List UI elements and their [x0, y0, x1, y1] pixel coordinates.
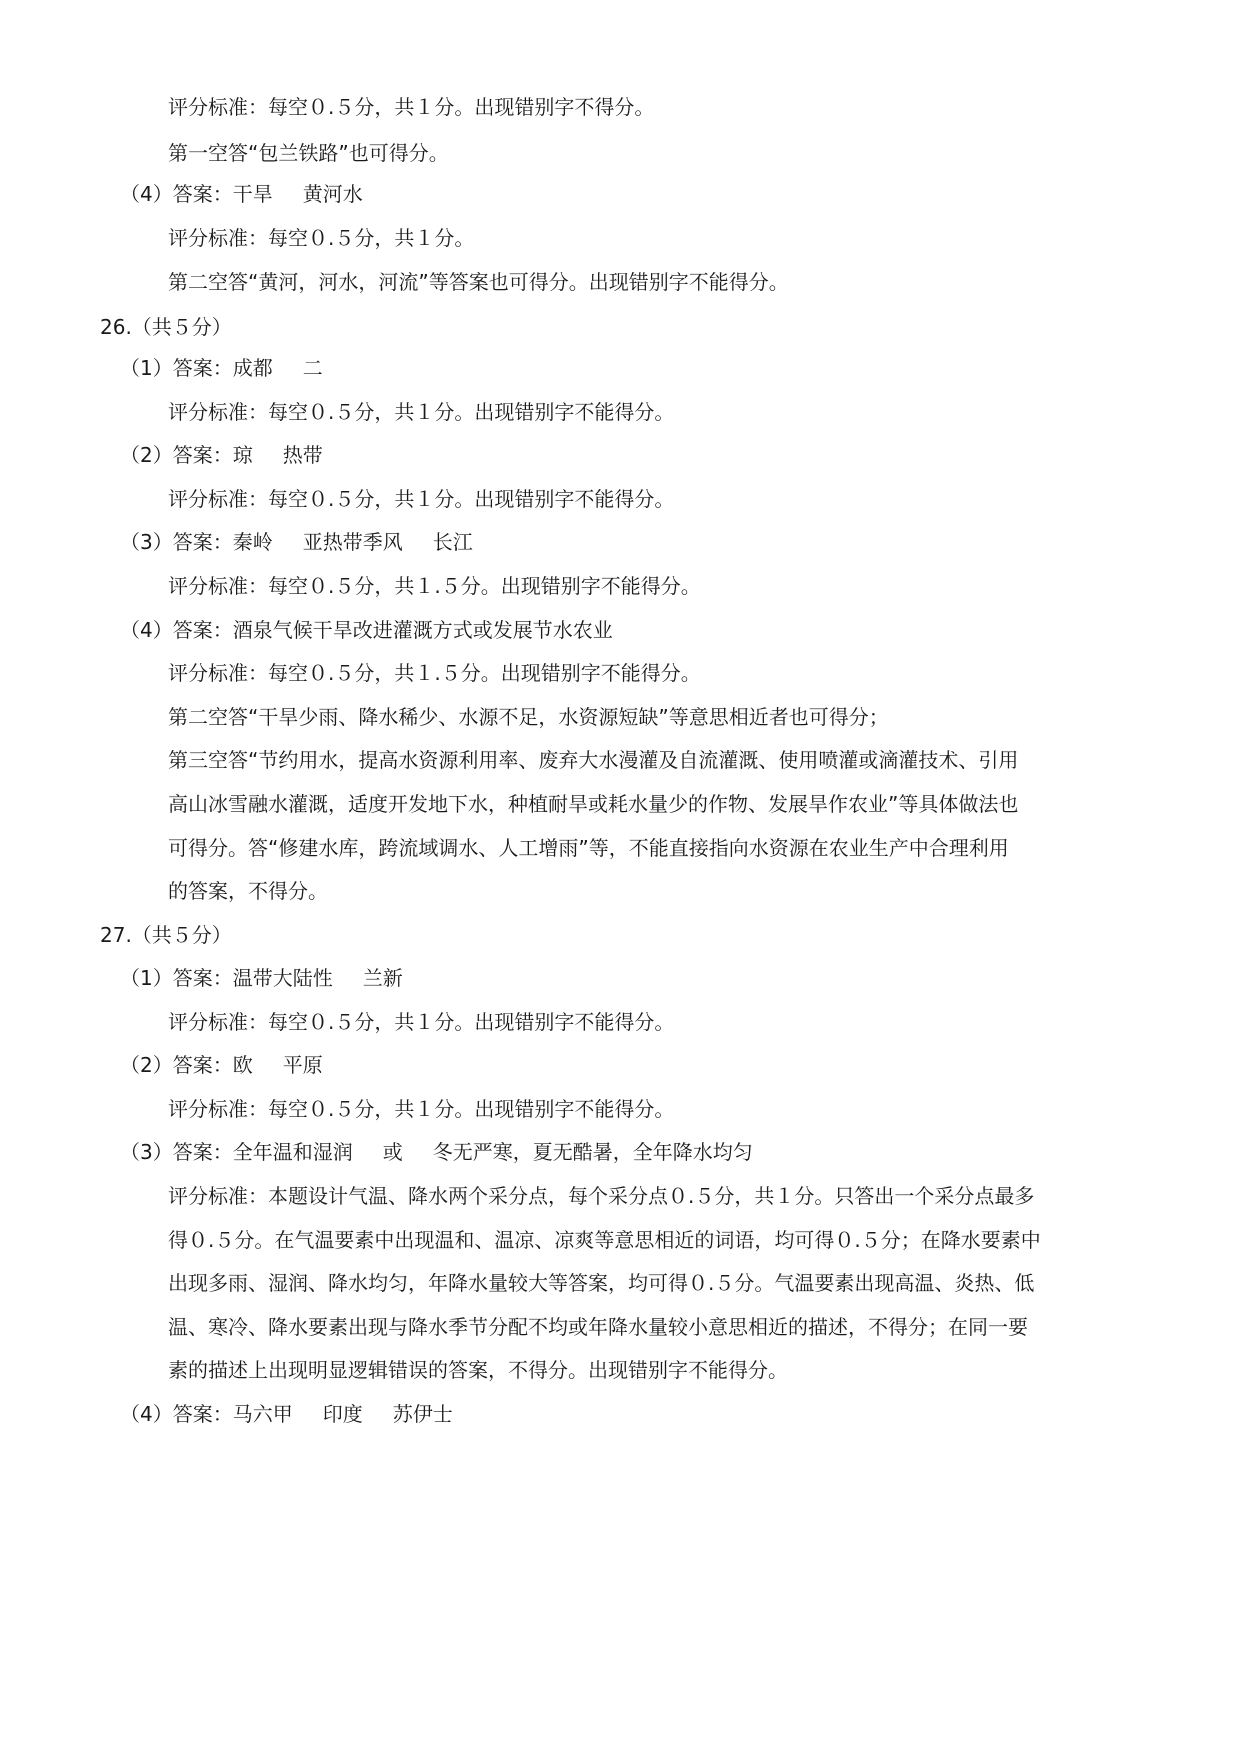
question-26-header: 26.（共５分） — [100, 315, 232, 339]
scoring-standard-25-3: 评分标准：每空０.５分，共１分。出现错别字不得分。 — [168, 95, 655, 119]
scoring-standard-27-3-line1: 评分标准：本题设计气温、降水两个采分点，每个采分点０.５分，共１分。只答出一个采分点最多 — [168, 1184, 1035, 1208]
answer-26-2 — [120, 441, 323, 469]
scoring-standard-27-1: 评分标准：每空０.５分，共１分。出现错别字不能得分。 — [168, 1010, 675, 1034]
scoring-standard-25-4: 评分标准：每空０.５分，共１分。 — [168, 226, 475, 250]
answer-blank-1: 干旱 — [232, 182, 273, 206]
answer-27-3 — [120, 1138, 753, 1166]
question-27-header: 27.（共５分） — [100, 923, 232, 947]
note-26-4-blank3-line4: 的答案，不得分。 — [168, 879, 328, 903]
scoring-standard-27-3-line5: 素的描述上出现明显逻辑错误的答案，不得分。出现错别字不能得分。 — [168, 1358, 788, 1382]
scoring-standard-27-2: 评分标准：每空０.５分，共１分。出现错别字不能得分。 — [168, 1097, 675, 1121]
answer-blank-1: 成都 — [232, 356, 273, 380]
answer-26-1 — [120, 354, 323, 382]
answer-blank-1: 欧 — [232, 1053, 253, 1077]
answer-option-2: 冬无严寒，夏无酷暑，全年降水均匀 — [432, 1140, 753, 1164]
answer-blank-2: 亚热带季风 — [302, 530, 403, 554]
note-26-4-blank3-line2: 高山冰雪融水灌溉，适度开发地下水，种植耐旱或耗水量少的作物、发展旱作农业”等具体做法也 — [168, 792, 1019, 816]
scoring-standard-26-4: 评分标准：每空０.５分，共１.５分。出现错别字不能得分。 — [168, 661, 701, 685]
scoring-standard-26-2: 评分标准：每空０.５分，共１分。出现错别字不能得分。 — [168, 487, 675, 511]
answer-label: （3）答案： — [120, 1140, 233, 1164]
answer-blank-2: 平原 — [282, 1053, 323, 1077]
note-26-4-blank3-line1: 第三空答“节约用水，提高水资源利用率、废弃大水漫灌及自流灌溉、使用喷灌或滴灌技术、引用 — [168, 748, 1019, 772]
note-26-4-blank2: 第二空答“干旱少雨、降水稀少、水源不足，水资源短缺”等意思相近者也可得分； — [168, 705, 889, 729]
answer-blank-1: 马六甲 — [232, 1402, 293, 1426]
answer-blank-1: 秦岭 — [232, 530, 273, 554]
answer-blank-1: 琼 — [232, 443, 253, 467]
answer-label: （3）答案： — [120, 530, 233, 554]
scoring-standard-27-3-line4: 温、寒冷、降水要素出现与降水季节分配不均或年降水量较小意思相近的描述，不得分；在同一要 — [168, 1315, 1028, 1339]
note-25-3: 第一空答“包兰铁路”也可得分。 — [168, 141, 449, 165]
answer-25-4 — [120, 180, 363, 208]
answer-label: （4）答案： — [120, 1402, 233, 1426]
answer-blank-3: 长江 — [432, 530, 473, 554]
answer-blank-3: 苏伊士 — [392, 1402, 453, 1426]
scoring-standard-26-1: 评分标准：每空０.５分，共１分。出现错别字不能得分。 — [168, 400, 675, 424]
answer-26-3 — [120, 528, 473, 556]
answer-or: 或 — [382, 1140, 403, 1164]
note-25-4: 第二空答“黄河，河水，河流”等答案也可得分。出现错别字不能得分。 — [168, 270, 789, 294]
answer-blank-2: 印度 — [322, 1402, 363, 1426]
answer-label: （2）答案： — [120, 1053, 233, 1077]
answer-label: （2）答案： — [120, 443, 233, 467]
note-26-4-blank3-line3: 可得分。答“修建水库，跨流域调水、人工增雨”等，不能直接指向水资源在农业生产中合理利用 — [168, 836, 1009, 860]
answer-option-1: 全年温和湿润 — [232, 1140, 353, 1164]
answer-label: （1）答案： — [120, 356, 233, 380]
answer-blank-2: 热带 — [282, 443, 323, 467]
answer-blank-2: 二 — [302, 356, 323, 380]
scoring-standard-26-3: 评分标准：每空０.５分，共１.５分。出现错别字不能得分。 — [168, 574, 701, 598]
answer-blank-1: 温带大陆性 — [232, 966, 333, 990]
answer-27-2 — [120, 1051, 323, 1079]
scoring-standard-27-3-line3: 出现多雨、湿润、降水均匀，年降水量较大等答案，均可得０.５分。气温要素出现高温、炎热、低 — [168, 1271, 1035, 1295]
answer-26-4: （4）答案：酒泉气候干旱改进灌溉方式或发展节水农业 — [120, 618, 613, 642]
scoring-standard-27-3-line2: 得０.５分。在气温要素中出现温和、温凉、凉爽等意思相近的词语，均可得０.５分；在降水要素中 — [168, 1228, 1041, 1252]
answer-27-4 — [120, 1400, 453, 1428]
answer-27-1 — [120, 964, 403, 992]
answer-label: （4）答案： — [120, 182, 233, 206]
answer-label: （1）答案： — [120, 966, 233, 990]
answer-blank-2: 黄河水 — [302, 182, 363, 206]
answer-blank-2: 兰新 — [362, 966, 403, 990]
